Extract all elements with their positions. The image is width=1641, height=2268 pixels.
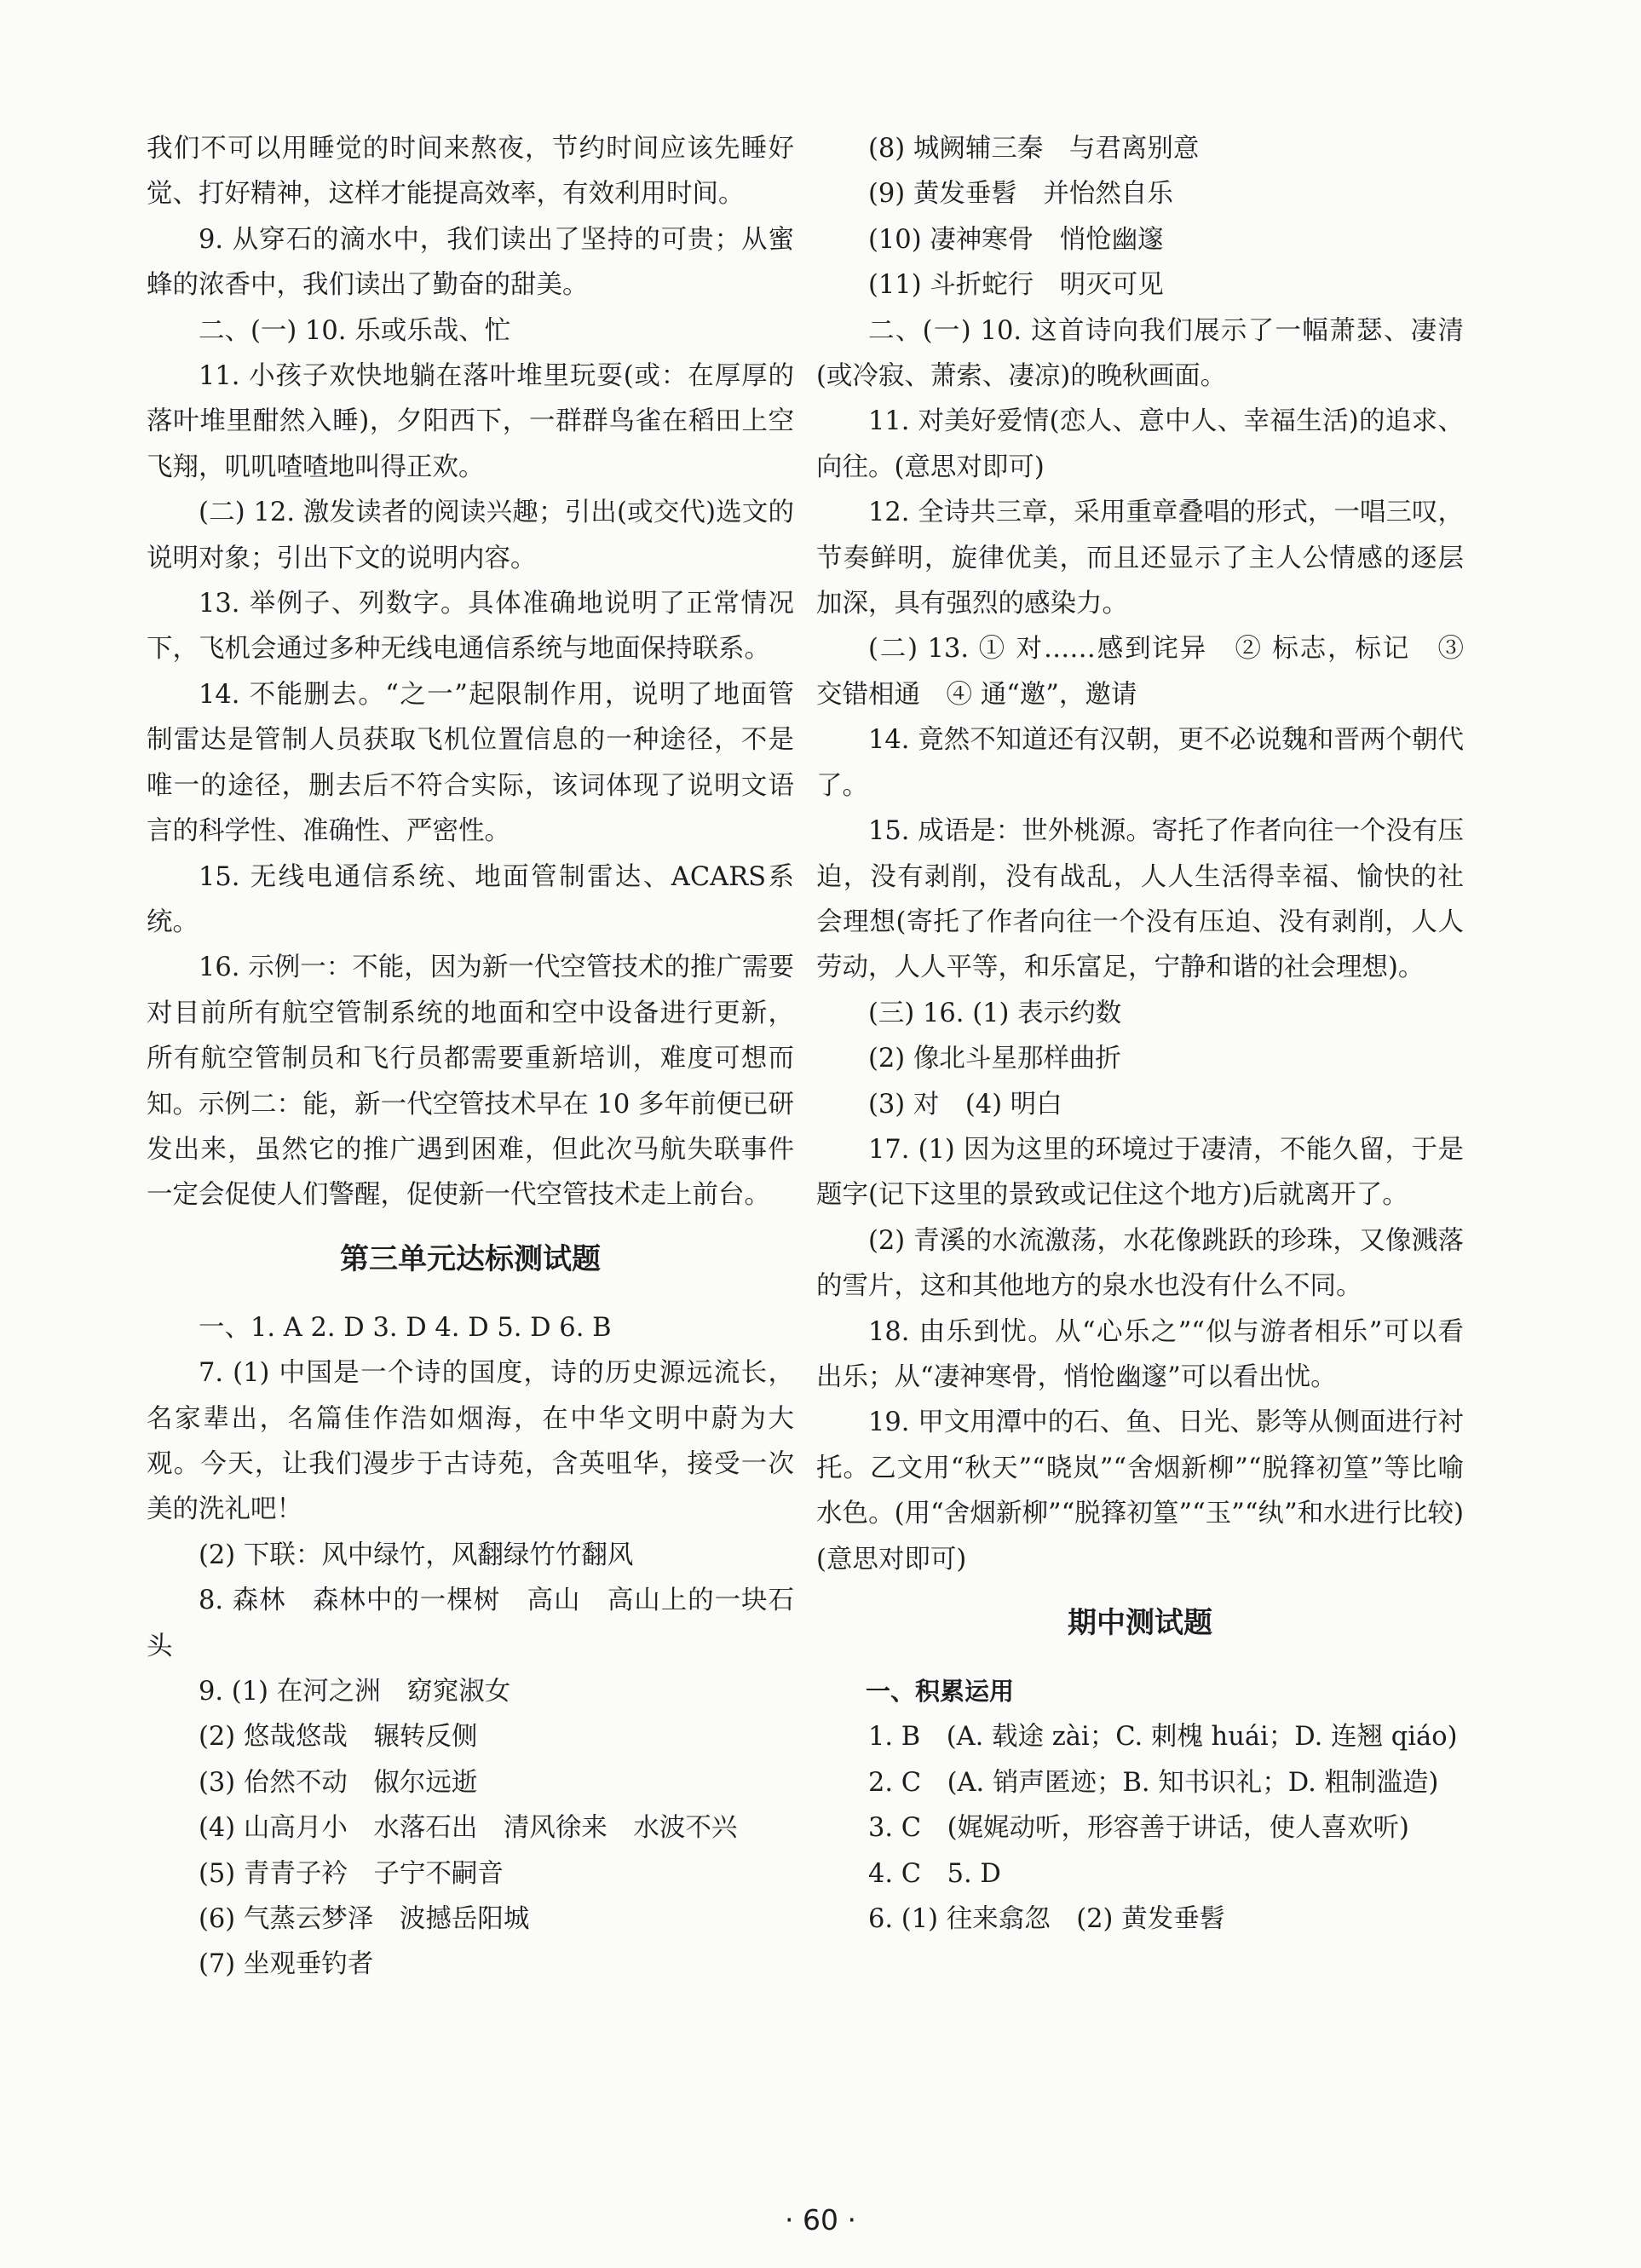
right-column (816, 126, 1464, 1942)
section-heading: 期中测试题 (1068, 1606, 1212, 1640)
answer-paragraph: 12. 全诗共三章，采用重章叠唱的形式，一唱三叹，节奏鲜明，旋律优美，而且还显示了主人公情感的逐层加深，具有强烈的感染力。 (816, 498, 1464, 619)
answer-paragraph: (6) 气蒸云梦泽 波撼岳阳城 (199, 1904, 530, 1935)
answer-paragraph: 二、(一) 10. 这首诗向我们展示了一幅萧瑟、凄清(或冷寂、萧索、凄凉)的晚秋画面。 (816, 315, 1464, 392)
answer-paragraph: 8. 森林 森林中的一棵树 高山 高山上的一块石头 (147, 1586, 794, 1661)
answer-paragraph: 我们不可以用睡觉的时间来熬夜，节约时间应该先睡好觉、打好精神，这样才能提高效率，有效利用时间。 (147, 134, 794, 210)
answer-paragraph: 16. 示例一：不能，因为新一代空管技术的推广需要对目前所有航空管制系统的地面和空中设备进行更新，所有航空管制员和飞行员都需要重新培训，难度可想而知。示例二：能，新一代空管技术早在 10 多年前便已研发出来，虽然它的推广遇到困难，但此次马航失联事件一定会促使人们警醒，促使新一代空管技术走上前台。 (147, 953, 794, 1211)
page-number: · 60 · (785, 2203, 856, 2236)
answer-paragraph: 二、(一) 10. 乐或乐哉、忙 (199, 315, 511, 346)
answer-paragraph: 11. 小孩子欢快地躺在落叶堆里玩耍(或：在厚厚的落叶堆里酣然入睡)，夕阳西下，一群群鸟雀在稻田上空飞翔，叽叽喳喳地叫得正欢。 (147, 361, 794, 482)
answer-paragraph: (5) 青青子衿 子宁不嗣音 (199, 1858, 504, 1889)
answer-paragraph: 1. B (A. 载途 zài；C. 刺槐 huái；D. 连翘 qiáo) (868, 1722, 1458, 1753)
answer-paragraph: (11) 斗折蛇行 明灭可见 (868, 270, 1164, 301)
answer-paragraph: 15. 无线电通信系统、地面管制雷达、ACARS系统。 (147, 861, 794, 937)
answer-paragraph: (2) 青溪的水流激荡，水花像跳跃的珍珠，又像溅落的雪片，这和其他地方的泉水也没有什么不同。 (816, 1225, 1464, 1302)
answer-paragraph: (2) 像北斗星那样曲折 (868, 1044, 1121, 1074)
answer-paragraph: (7) 坐观垂钓者 (199, 1949, 374, 1980)
answer-paragraph: (9) 黄发垂髫 并怡然自乐 (868, 179, 1173, 210)
answer-paragraph: 15. 成语是：世外桃源。寄托了作者向往一个没有压迫，没有剥削，没有战乱，人人生活得幸福、愉快的社会理想(寄托了作者向往一个没有压迫、没有剥削，人人劳动，人人平等，和乐富足，宁静和谐的社会理想)。 (816, 816, 1464, 983)
answer-paragraph: 3. C (娓娓动听，形容善于讲话，使人喜欢听) (868, 1813, 1409, 1844)
answer-paragraph: (3) 对 (4) 明白 (868, 1089, 1062, 1120)
answer-paragraph: 9. (1) 在河之洲 窈窕淑女 (199, 1677, 511, 1707)
answer-paragraph: 18. 由乐到忧。从“心乐之”“似与游者相乐”可以看出乐；从“凄神寒骨，悄怆幽邃”可以看出忧。 (816, 1316, 1464, 1392)
answer-paragraph: 一、1. A 2. D 3. D 4. D 5. D 6. B (199, 1312, 612, 1343)
answer-paragraph: 14. 竟然不知道还有汉朝，更不必说魏和晋两个朝代了。 (816, 725, 1464, 801)
answer-paragraph: (2) 下联：风中绿竹，风翻绿竹竹翻风 (199, 1540, 634, 1570)
answer-paragraph: 14. 不能删去。“之一”起限制作用，说明了地面管制雷达是管制人员获取飞机位置信息的一种途径，不是唯一的途径，删去后不符合实际，该词体现了说明文语言的科学性、准确性、严密性。 (147, 679, 794, 847)
answer-paragraph: 2. C (A. 销声匿迹；B. 知书识礼；D. 粗制滥造) (868, 1767, 1439, 1798)
answer-paragraph: (8) 城阙辅三秦 与君离别意 (868, 134, 1200, 164)
left-column (147, 126, 794, 1988)
answer-paragraph: (二) 12. 激发读者的阅读兴趣；引出(或交代)选文的说明对象；引出下文的说明内容。 (147, 498, 794, 573)
answer-paragraph: 19. 甲文用潭中的石、鱼、日光、影等从侧面进行衬托。乙文用“秋天”“晓岚”“舍烟新柳”“脱箨初篁”等比喻水色。(用“舍烟新柳”“脱箨初篁”“玉”“纨”和水进行比较)(意思对即可) (816, 1407, 1464, 1574)
answer-paragraph: (二) 13. ① 对……感到诧异 ② 标志，标记 ③ 交错相通 ④ 通“邀”，邀请 (816, 634, 1464, 710)
answer-paragraph: 7. (1) 中国是一个诗的国度，诗的历史源远流长，名家辈出，名篇佳作浩如烟海，在中华文明中蔚为大观。今天，让我们漫步于古诗苑，含英咀华，接受一次美的洗礼吧！ (147, 1358, 794, 1525)
answer-paragraph: 11. 对美好爱情(恋人、意中人、幸福生活)的追求、向往。(意思对即可) (816, 406, 1464, 482)
answer-paragraph: 13. 举例子、列数字。具体准确地说明了正常情况下，飞机会通过多种无线电通信系统与地面保持联系。 (147, 589, 794, 665)
answer-paragraph: 6. (1) 往来翕忽 (2) 黄发垂髫 (868, 1904, 1226, 1935)
answer-paragraph: (2) 悠哉悠哉 辗转反侧 (199, 1722, 478, 1753)
answer-paragraph: (3) 佁然不动 俶尔远逝 (199, 1767, 478, 1798)
answer-paragraph: (10) 凄神寒骨 悄怆幽邃 (868, 224, 1164, 255)
answer-paragraph: 9. 从穿石的滴水中，我们读出了坚持的可贵；从蜜蜂的浓香中，我们读出了勤奋的甜美。 (147, 224, 794, 301)
answer-paragraph: 4. C 5. D (868, 1858, 1001, 1889)
answer-paragraph: 17. (1) 因为这里的环境过于凄清，不能久留，于是题字(记下这里的景致或记住这个地方)后就离开了。 (816, 1134, 1464, 1211)
section-subheading: 一、积累运用 (866, 1677, 1015, 1706)
answer-paragraph: (4) 山高月小 水落石出 清风徐来 水波不兴 (199, 1813, 738, 1844)
section-heading: 第三单元达标测试题 (340, 1241, 601, 1276)
answer-paragraph: (三) 16. (1) 表示约数 (868, 998, 1122, 1028)
